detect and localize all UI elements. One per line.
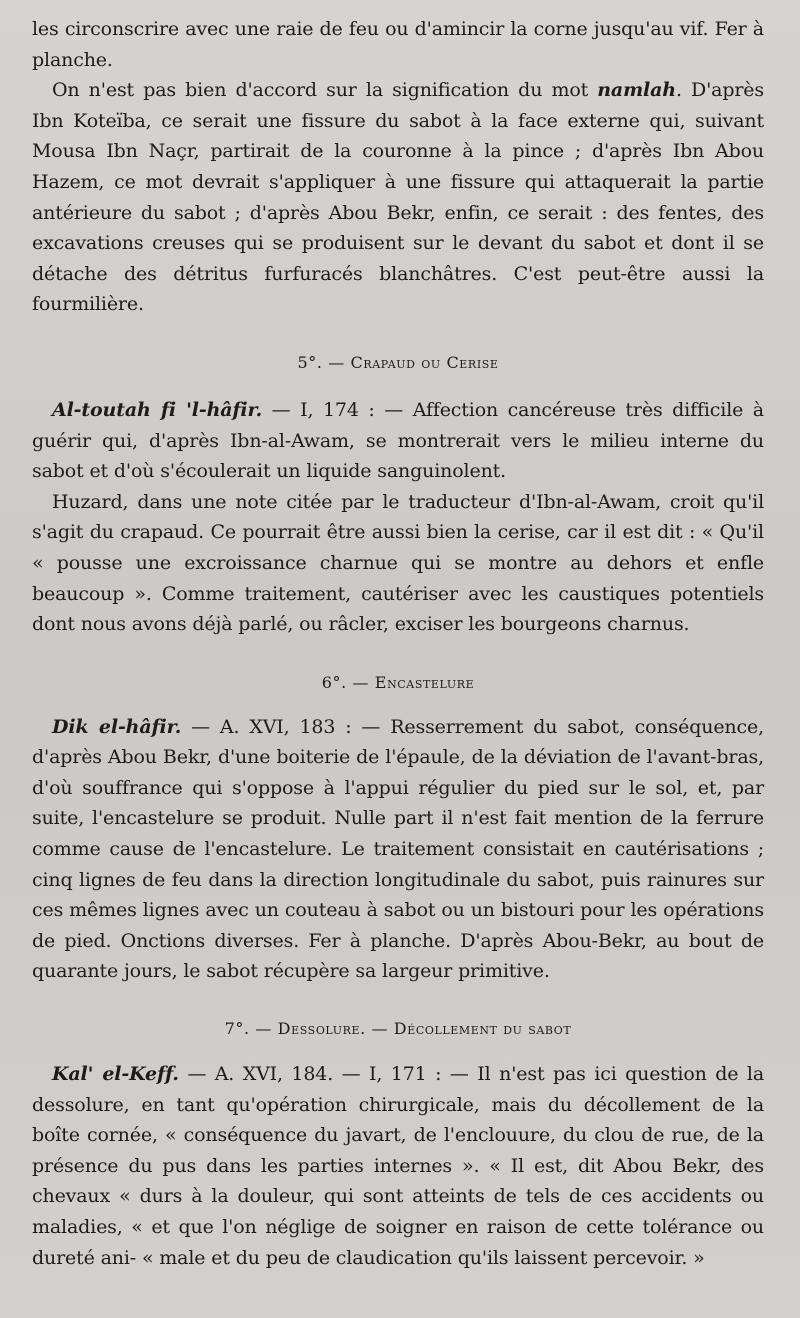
section-7-term: Kal' el-Keff.: [52, 1063, 179, 1086]
section-6-entry: [32, 712, 764, 987]
section-7-reference: — A. XVI, 184. — I, 171 : —: [178, 1063, 478, 1086]
section-6-reference: — A. XVI, 183 : —: [181, 715, 391, 738]
section-5-term: Al-toutah fi 'l-hâfir.: [52, 398, 263, 421]
paragraph-text: On n'est pas bien d'accord sur la signification du mot: [52, 79, 598, 102]
section-5-entry: [32, 395, 764, 487]
section-heading-5: 5°. — Crapaud ou Cerise: [297, 352, 499, 372]
section-heading-6: 6°. — Encastelure: [321, 672, 475, 692]
paragraph-continuation: les circonscrire avec une raie de feu ou d'amincir la corne jusqu'au vif. Fer à planche.: [32, 18, 764, 71]
section-7-entry: [32, 1059, 764, 1273]
term-namlah: namlah: [597, 79, 676, 102]
section-6-body: Resserrement du sabot, conséquence, d'après Abou Bekr, d'une boiterie de l'épaule, de la déviation de l'avant-bras, d'où souffrance qui s'oppose à l'appui régulier du pied sur le sol, et, par suite, l'encastelure se produit. Nulle part il n'est fait mention de la ferrure comme cause de l'encastelure. Le traitement consistait en cautérisations ; cinq lignes de feu dans la direction longitudinale du sabot, puis rainures sur ces mêmes lignes avec un couteau à sabot ou un bistouri pour les opérations de pied. Onctions diverses. Fer à planche. D'après Abou-Bekr, au bout de quarante jours, le sabot récupère sa largeur primitive.: [32, 715, 764, 983]
section-heading-7: 7°. — Dessolure. — Décollement du sabot: [224, 1019, 572, 1039]
section-5-reference: — I, 174 : —: [262, 398, 413, 421]
section-5-paragraph-2: Huzard, dans une note citée par le traducteur d'Ibn-al-Awam, croit qu'il s'agit du crapaud. Ce pourrait être aussi bien la cerise, car il est dit : « Qu'il « pousse une excroissance charnue qui se montre au dehors et enfle beaucoup ». Comme traitement, cautériser avec les caustiques potentiels dont nous avons déjà parlé, ou râcler, exciser les bourgeons charnus.: [32, 490, 764, 636]
section-7-body: Il n'est pas ici question de la dessolure, en tant qu'opération chirurgicale, mais du décollement de la boîte cornée, « conséquence du javart, de l'enclouure, du clou de rue, de la présence du pus dans les parties internes ». « Il est, dit Abou Bekr, des chevaux « durs à la douleur, qui sont atteints de tels de ces accidents ou maladies, « et que l'on néglige de soigner en raison de cette tolérance ou dureté ani- « male et du peu de claudication qu'ils laissent percevoir. »: [32, 1063, 764, 1269]
section-6-term: Dik el-hâfir.: [52, 715, 182, 738]
paragraph-namlah: [32, 75, 764, 320]
section-5-body: Affection cancéreuse très difficile à guérir qui, d'après Ibn-al-Awam, se montrerait vers le milieu interne du sabot et d'où s'écoulerait un liquide sanguinolent.: [32, 398, 764, 483]
paragraph-text: . D'après Ibn Koteïba, ce serait une fissure du sabot à la face externe qui, suivant Mousa Ibn Naçr, partirait de la couronne à la pince ; d'après Ibn Abou Hazem, ce mot devrait s'appliquer à une fissure qui attaquerait la partie antérieure du sabot ; d'après Abou Bekr, enfin, ce serait : des fentes, des excavations creuses qui se produisent sur le devant du sabot et dont il se détache des détritus furfuracés blanchâtres. C'est peut-être aussi la fourmilière.: [32, 79, 764, 316]
